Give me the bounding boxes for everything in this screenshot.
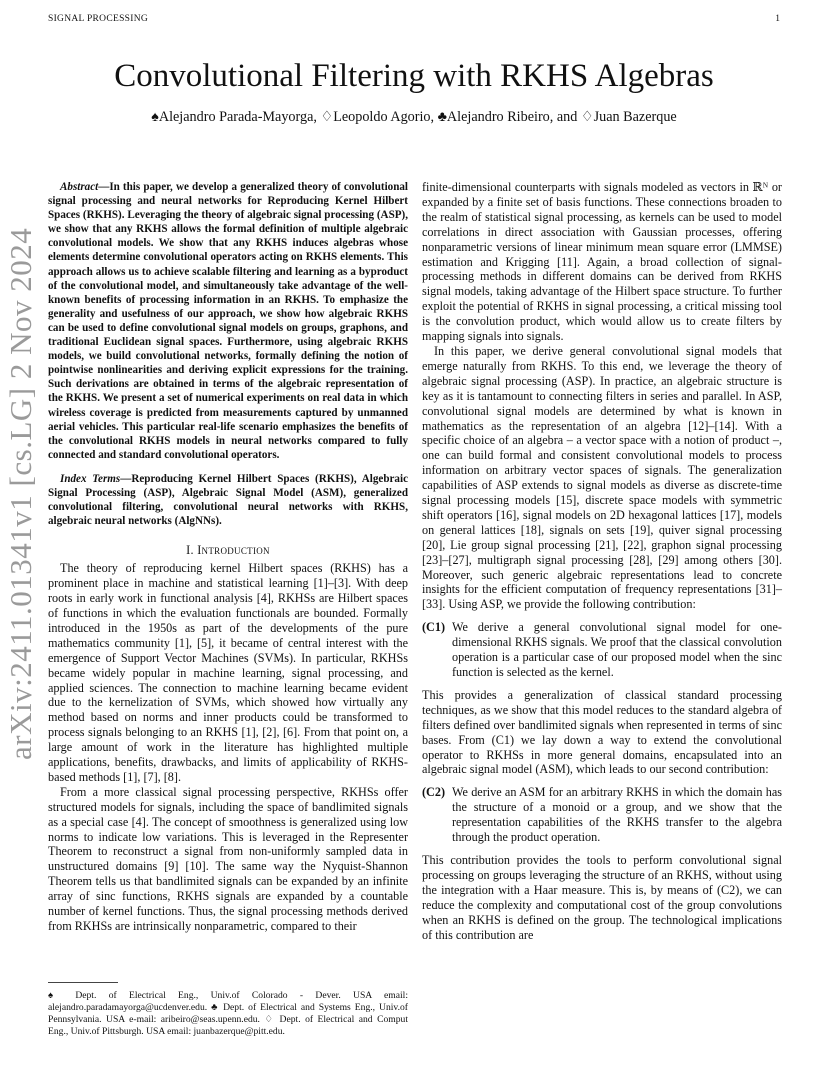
intro-paragraph-2: From a more classical signal processing perspective, RKHSs offer structured models for signals, including the space of bandlimited signals as a special case [4]. The concept of smoothness is generalized using low norms to indicate low variations. This is leveraged in the Representer Theorem to reconstruct a signal from non-uniformly sampled data in unstructured domains [9] [10]. The same way the Nyquist-Shannon Theorem tells us that bandlimited signals can be expanded by an infinite array of sinc functions, RKHS signals are expanded by a countable number of kernel functions. Thus, the signal processing methods derived from RKHSs are intrinsically nonparametric, compared to their <box>48 784 408 933</box>
intro-paragraph-4: In this paper, we derive general convolutional signal models that emerge naturally from RKHS. To this end, we leverage the theory of algebraic signal processing (ASP). In practice, an algebraic structure is key as it is tantamount to connecting filters in series and parallel. In ASP, convolutional signal models are determined by what is known in mathematics as the representation of an algebra [12]–[14]. With a specific choice of an algebra – a vector space with a notion of product –, one can build formal and consistent convolutional models to process information on arbitrary vector spaces of signals. The generalization capabilities of ASP extends to signal models as diverse as discrete-time signal processing models [15], discrete space models with symmetric shift operators [16], signal models on 2D hexagonal lattices [17], models on general lattices [18], signals on sets [19], quiver signal processing [20], Lie group signal processing [21], [22], graphon signal processing [23]–[27], multigraph signal processing [28], [29] among others [30]. Moreover, such generic algebraic representations lead to concrete insights for the efficient computation of frequency representations [31]–[33]. Using ASP, we provide the following contribution: <box>422 343 782 612</box>
contribution-text: We derive an ASM for an arbitrary RKHS in which the domain has the structure of a monoid or a group, and we show that the representation capabilities of the RKHS transfer to the algebra through the product operation. <box>452 785 782 845</box>
abstract <box>48 180 408 462</box>
contribution-c2 <box>422 785 782 845</box>
running-head: SIGNAL PROCESSING <box>48 14 149 24</box>
intro-paragraph-1: The theory of reproducing kernel Hilbert spaces (RKHS) has a prominent place in machine and statistical learning [1]–[3]. With deep roots in early work in functional analysis [4], RKHSs are Hilbert spaces of functions in which the evaluation functionals are bounded. Formally introduced in the 1950s as part of the developments of the pure mathematics community [1], [5], it became of central interest with the emergence of Support Vector Machines (SVMs). In particular, RKHSs became widely popular in machine learning, signal processing, and applied sciences. The connection to machine learning became evident due to the kernelization of SVMs, which showed how virtually any method based on norms and inner products could be transformed to process signals belonging to an RKHS [1], [2], [6]. From that point on, a large amount of work in the literature has highlighted multiple applications, benefits, drawbacks, and limits of applicability of RKHS-based methods [1], [7], [8]. <box>48 561 408 784</box>
right-column <box>422 180 782 942</box>
paragraph-after-c1: This provides a generalization of classical standard processing techniques, as we show that this model reduces to the standard algebra of filters defined over bandlimited signals when represented in terms of sinc bases. From (C1) we lay down a way to extend the convolutional operator to RKHSs in more general domains, encapsulated into an algebraic signal model (ASM), which leads to our second contribution: <box>422 687 782 777</box>
index-terms-lead: Index Terms <box>60 472 121 485</box>
contribution-tag: (C1) <box>422 620 446 635</box>
paragraph-after-c2: This contribution provides the tools to perform convolutional signal processing on groups leveraging the structure of an RKHS, without using the integration with a Haar measure. This is, by means of (C2), we can reduce the complexity and computational cost of the group convolutions when an RKHS is defined on the group. The technological implications of this contribution are <box>422 852 782 942</box>
arxiv-identifier-stamp: arXiv:2411.01341v1 [cs.LG] 2 Nov 2024 <box>3 227 38 760</box>
section-heading-introduction: I. Introduction <box>186 543 270 558</box>
abstract-lead: Abstract <box>60 181 99 193</box>
intro-paragraph-3: finite-dimensional counterparts with signals modeled as vectors in ℝᴺ or expanded by a finite set of basis functions. These connections broaden to the realm of statistical signal processing, as kernels can be used to model correlations in direct association with Gaussian processes, offering nonparametric versions of linear minimum mean square error (LMMSE) estimation and Krigging [11]. Again, a broad collection of signal-processing methods in different domains can be derived from RKHS signal models, taking advantage of the Hilbert space structure. To further exploit the potential of RKHS in signal processing, a critical missing tool is the convolution product, which would allow us to create filters by mapping signals into signals. <box>422 180 782 344</box>
page-number: 1 <box>775 14 780 24</box>
paper-title: Convolutional Filtering with RKHS Algebras <box>114 58 714 94</box>
abstract-text: —In this paper, we develop a generalized theory of convolutional signal processing and neural networks for Reproducing Kernel Hilbert Spaces (RKHS). Leveraging the theory of algebraic signal processing (ASP), we show that any RKHS allows the formal definition of multiple algebraic convolutional models. We show that any RKHS induces algebras whose elements determine convolutional operators acting on RKHS elements. This approach allows us to achieve scalable filtering and learning as a byproduct of the convolutional model, and simultaneously take advantage of the well-known benefits of processing information in an RKHS. To emphasize the generality and usefulness of our approach, we show how algebraic RKHS can be used to define convolutional signal models on groups, graphons, and traditional Euclidean signal spaces. Furthermore, using algebraic RKHS models, we build convolutional networks, formally defining the notion of pointwise nonlinearities and deriving explicit expressions for the training. Such derivations are obtained in terms of the algebraic representation of the RKHS. We present a set of numerical experiments on real data in which wireless coverage is predicted from measurements captured by unmanned aerial vehicles. This particular real-life scenario emphasizes the benefits of the convolutional RKHS models in neural networks compared to fully connected and standard convolutional operators. <box>48 181 408 461</box>
author-affiliations-footnote: ♠ Dept. of Electrical Eng., Univ.of Colorado - Dever. USA email: alejandro.paradamayorga@ucdenver.edu. ♣ Dept. of Electrical and Systems Eng., Univ.of Pennsylvania. USA e-mail: aribeiro@seas.upenn.edu. ♢ Dept. of Electrical and Comput Eng., Univ.of Pittsburgh. USA email: juanbazerque@pitt.edu. <box>48 990 408 1037</box>
contribution-c1 <box>422 620 782 680</box>
left-column <box>48 180 408 934</box>
index-terms <box>48 472 408 528</box>
author-list: ♠Alejandro Parada-Mayorga, ♢Leopoldo Agorio, ♣Alejandro Ribeiro, and ♢Juan Bazerque <box>151 109 677 125</box>
index-terms-text: —Reproducing Kernel Hilbert Spaces (RKHS), Algebraic Signal Processing (ASP), Algebraic Signal Model (ASM), generalized convolutional filtering, convolutional neural networks with RKHS, algebraic neural networks (AlgNNs). <box>48 472 408 528</box>
contribution-tag: (C2) <box>422 785 446 800</box>
contribution-text: We derive a general convolutional signal model for one-dimensional RKHS signals. We proof that the classical convolution operation is a particular case of our proposed model when the sinc function is selected as the kernel. <box>452 620 782 679</box>
footnote-rule <box>48 982 118 983</box>
